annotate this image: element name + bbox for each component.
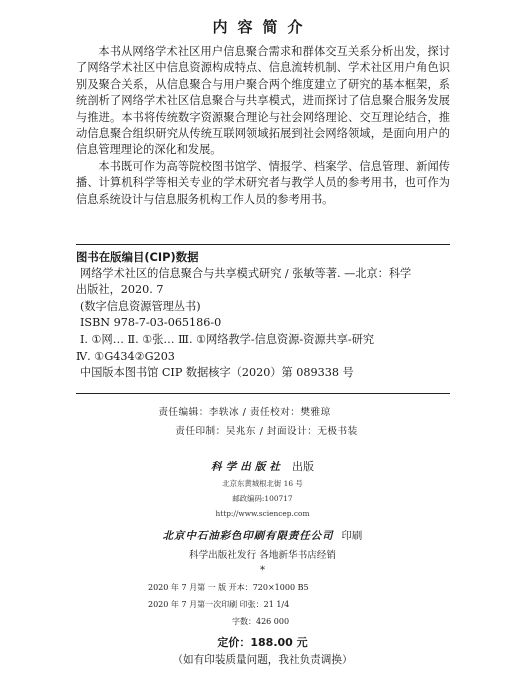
price-label: 定价：188.00 元 <box>217 636 308 649</box>
publisher-website: http://www.sciencep.com <box>215 509 310 518</box>
cip-line-title-author: 网络学术社区的信息聚合与共享模式研究 / 张敏等著. —北京：科学 <box>80 266 412 280</box>
printer-line <box>0 527 525 542</box>
intro-paragraph-2: 本书既可作为高等院校图书馆学、情报学、档案学、信息管理、新闻传播、计算机科学等相关专业的学术研究者与教学人员的参考用书，也可作为信息系统设计与信息服务机构工作人员的参考用书。 <box>76 159 450 206</box>
publisher-line <box>0 458 525 474</box>
printer-name: 北京中石油彩色印刷有限责任公司 <box>162 530 334 542</box>
cip-title: 图书在版编目(CIP)数据 <box>76 250 199 264</box>
cip-top-rule <box>76 244 450 245</box>
edition-line: 2020 年 7 月第 一 版 开本：720×1000 B5 <box>148 583 309 592</box>
cip-data-block <box>76 249 450 382</box>
quality-notice: （如有印装质量问题，我社负责调换） <box>172 654 353 666</box>
cip-line-classification: Ⅳ. ①G434②G203 <box>76 349 175 363</box>
cip-line-series: (数字信息资源管理丛书) <box>80 299 201 313</box>
publisher-name: 科学出版社 <box>211 461 284 473</box>
cip-line-subjects: Ⅰ. ①网… Ⅱ. ①张… Ⅲ. ①网络教学-信息资源-资源共享-研究 <box>80 332 375 346</box>
cip-line-isbn: ISBN 978-7-03-065186-0 <box>80 316 222 330</box>
page-heading: 内容简介 <box>212 18 313 36</box>
production-credits: 责任印制：吴兆东 / 封面设计：无极书装 <box>175 426 358 437</box>
separator-mark: * <box>260 565 265 576</box>
distribution-line: 科学出版社发行 各地新华书店经销 <box>189 550 336 561</box>
publisher-postal-code: 邮政编码:100717 <box>232 494 293 503</box>
intro-section <box>76 44 450 208</box>
cip-line-publisher-date: 出版社，2020. 7 <box>76 283 164 297</box>
printer-suffix: 印刷 <box>341 530 363 542</box>
cip-bottom-rule <box>76 393 450 394</box>
cip-line-cip-number: 中国版本图书馆 CIP 数据核字（2020）第 089338 号 <box>80 366 354 380</box>
intro-paragraph-1: 本书从网络学术社区用户信息聚合需求和群体交互关系分析出发，探讨了网络学术社区中信息资源构成特点、信息流转机制、学术社区用户角色识别及聚合关系，从信息聚合与用户聚合两个维度建立了研究的基本框架，系统剖析了网络学术社区信息聚合与共享模式，进而探讨了信息聚合服务发展与推进。本书将传统数字资源聚合理论与社会网络理论、交互理论结合，推动信息聚合组织研究从传统互联网领域拓展到社会网络领域，是面向用户的信息管理理论的深化和发展。 <box>76 45 450 157</box>
printing-line: 2020 年 7 月第一次印刷 印张：21 1/4 <box>148 600 290 609</box>
editor-credits: 责任编辑：李轶冰 / 责任校对：樊雅琼 <box>158 407 331 418</box>
publisher-suffix: 出版 <box>291 460 314 473</box>
publisher-address: 北京东黄城根北街 16 号 <box>222 479 303 488</box>
word-count-line: 字数：426 000 <box>232 617 290 626</box>
